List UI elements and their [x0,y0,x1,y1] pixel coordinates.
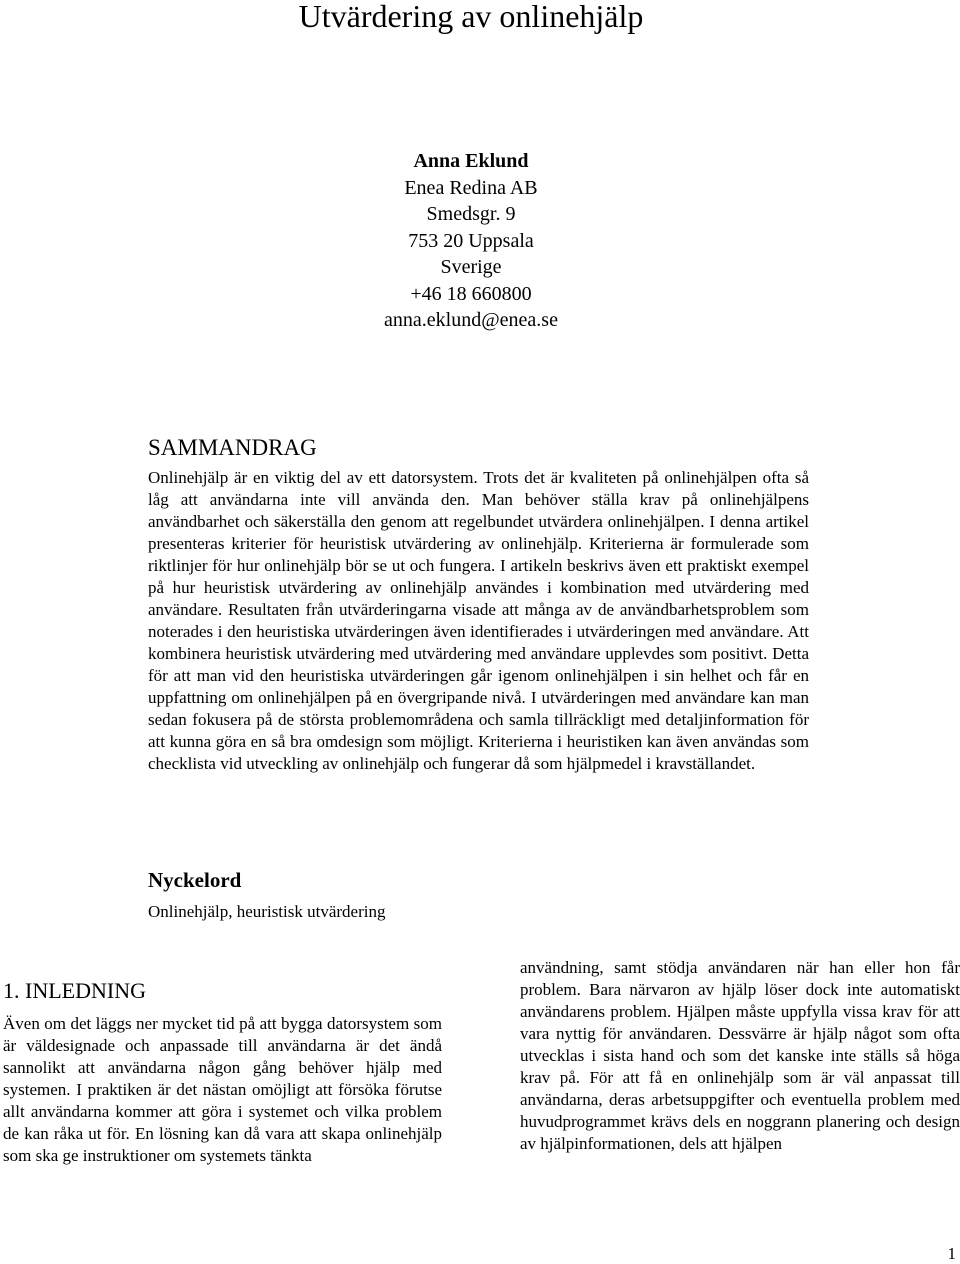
author-postal: 753 20 Uppsala [408,229,534,252]
author-email: anna.eklund@enea.se [384,309,558,331]
keywords-heading: Nyckelord [148,868,242,892]
author-street: Smedsgr. 9 [426,203,516,225]
author-company: Enea Redina AB [404,176,538,199]
page-number: 1 [947,1244,956,1263]
author-phone: +46 18 660800 [410,282,532,305]
author-country: Sverige [440,256,502,278]
author-name: Anna Eklund [413,150,529,172]
keywords-text: Onlinehjälp, heuristisk utvärdering [148,902,386,921]
page-title: Utvärdering av onlinehjälp [298,0,644,34]
introduction-column-1: Även om det läggs ner mycket tid på att bygga datorsystem som är väldesignade och anpassade till användarna är det ändå sannolikt att användarna någon gång behöver hjälp med systemen. I praktiken är det nästan omöjligt att försöka förutse allt användarna kommer att göra i systemet och vilka problem de kan råka ut för. En lösning kan då vara att skapa onlinehjälp som ska ge instruktioner om systemets tänkta [3,1014,442,1165]
introduction-column-2: användning, samt stödja användaren när han eller hon får problem. Bara närvaron av hjälp löser dock inte automatiskt användarens problem. Hjälpen måste uppfylla vissa krav för att vara nyttig för användaren. Dessvärre är hjälp något som ofta utvecklas i sista hand och som det kanske inte ställs så höga krav på. För att få en onlinehjälp som är väl anpassat till användarna, deras arbetsuppgifter och eventuella problem med huvudprogrammet krävs dels en noggrann planering och design av hjälpinformationen, dels att hjälpen [520,958,960,1153]
author-block [0,148,942,334]
introduction-heading: 1. INLEDNING [3,978,146,1003]
abstract-heading: SAMMANDRAG [148,435,317,460]
abstract-text: Onlinehjälp är en viktig del av ett datorsystem. Trots det är kvaliteten på onlinehjälpen ofta så låg att användarna inte vill använda den. Man behöver ställa krav på onlinehjälpens användbarhet och säkerställa den genom att regelbundet utvärdera onlinehjälpen. I denna artikel presenteras kriterier för heuristisk utvärdering av onlinehjälp. Kriterierna är formulerade som riktlinjer för hur onlinehjälp bör se ut och fungera. I artikeln beskrivs även ett praktiskt exempel på hur heuristisk utvärdering av onlinehjälp användes i kombination med utvärdering med användare. Resultaten från utvärderingarna visade att många av de användbarhetsproblem som noterades i den heuristiska utvärderingen även identifierades i utvärderingen med användare. Att kombinera heuristisk utvärdering med utvärdering med användare upplevdes som positivt. Detta för att man vid den heuristiska utvärderingen går igenom onlinehjälpen i sin helhet och får en uppfattning om onlinehjälpen på en övergripande nivå. I utvärderingen med användare kan man sedan fokusera på de största problemområdena och samla tillräckligt med detaljinformation för att kunna göra en så bra omdesign som möjligt. Kriterierna i heuristiken kan även användas som checklista vid utveckling av onlinehjälp och fungerar då som hjälpmedel i kravställandet. [148,468,809,773]
